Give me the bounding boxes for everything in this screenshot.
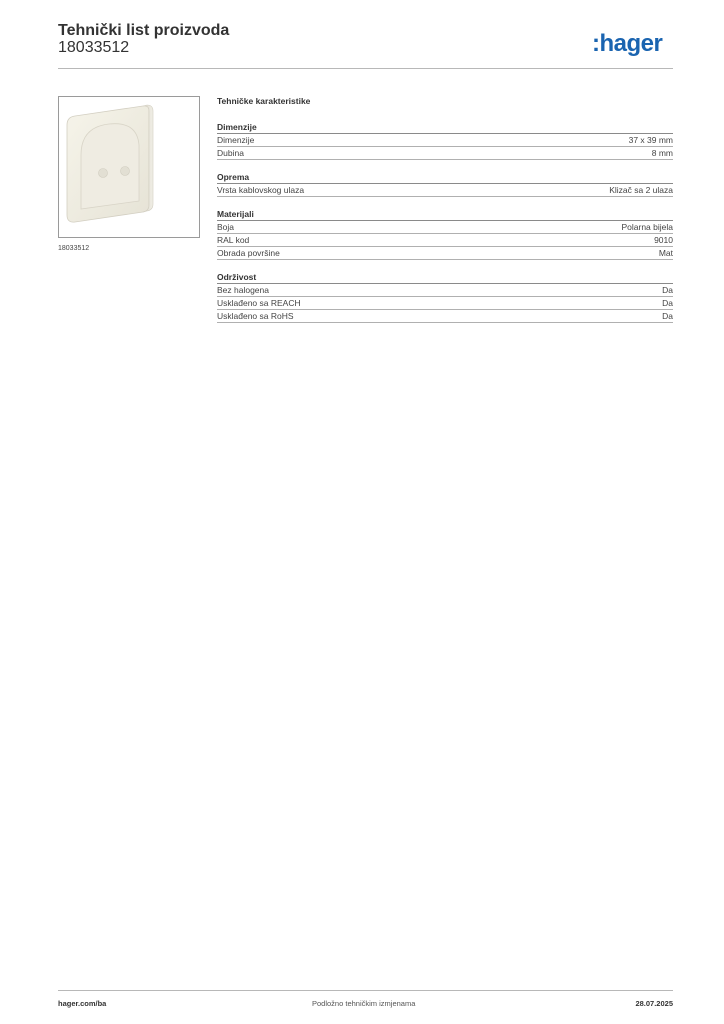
footer-notice: Podložno tehničkim izmjenama — [312, 999, 416, 1008]
spec-group-title: Materijali — [217, 208, 673, 221]
spec-row — [217, 184, 673, 197]
spec-group-dimenzije — [217, 121, 673, 160]
spec-row — [217, 234, 673, 247]
spec-label: Vrsta kablovskog ulaza — [217, 185, 305, 195]
spec-group-title: Oprema — [217, 171, 673, 184]
footer-date: 28.07.2025 — [635, 999, 673, 1008]
spec-value: Polarna bijela — [621, 222, 673, 232]
spec-row — [217, 247, 673, 260]
footer-website-link[interactable]: hager.com/ba — [58, 999, 107, 1008]
spec-value: Da — [662, 298, 673, 308]
product-image-caption: 18033512 — [58, 245, 90, 252]
spec-group-materijali — [217, 208, 673, 260]
spec-group-oprema — [217, 171, 673, 197]
spec-value: Da — [662, 311, 673, 321]
spec-label: Boja — [217, 222, 235, 232]
spec-group-title: Održivost — [217, 271, 673, 284]
spec-value: Da — [662, 285, 673, 295]
spec-value: 37 x 39 mm — [628, 135, 673, 145]
spec-value: 9010 — [654, 235, 673, 245]
spec-value: Mat — [658, 248, 673, 258]
spec-value: Klizač sa 2 ulaza — [609, 185, 673, 195]
spec-heading: Tehničke karakteristike — [217, 96, 311, 106]
header-divider — [58, 68, 673, 69]
spec-row — [217, 297, 673, 310]
spec-group-title: Dimenzije — [217, 121, 673, 134]
spec-row — [217, 147, 673, 160]
product-number: 18033512 — [58, 39, 130, 56]
spec-row — [217, 134, 673, 147]
spec-label: Usklađeno sa RoHS — [217, 311, 294, 321]
spec-table — [217, 96, 673, 334]
spec-label: Dubina — [217, 148, 244, 158]
spec-value: 8 mm — [651, 148, 673, 158]
product-illustration — [59, 97, 199, 237]
spec-row — [217, 310, 673, 323]
spec-row — [217, 284, 673, 297]
spec-label: Dimenzije — [217, 135, 255, 145]
page-title: Tehnički list proizvoda — [58, 22, 230, 39]
product-image — [58, 96, 200, 238]
spec-label: Obrada površine — [217, 248, 280, 258]
spec-label: Bez halogena — [217, 285, 269, 295]
hager-logo: :hager — [592, 30, 663, 57]
footer-divider — [58, 990, 673, 991]
spec-label: RAL kod — [217, 235, 250, 245]
spec-group-odrzivost — [217, 271, 673, 323]
spec-label: Usklađeno sa REACH — [217, 298, 301, 308]
spec-row — [217, 221, 673, 234]
